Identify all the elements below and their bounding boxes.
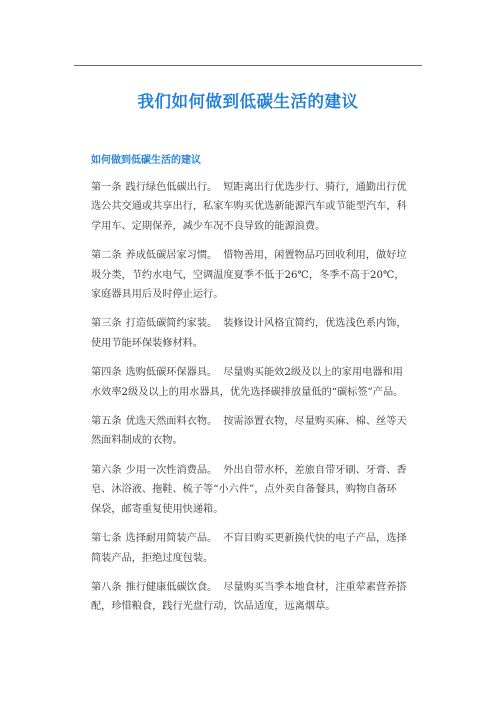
article-number: 第三条 [91,318,122,330]
article-body: 尽量购买能效2级及以上的家用电器和用水效率2级及以上的用水器具，优先选择碳排放量低的“碳标签”产品。 [91,367,404,398]
article-heading: 优选天然面料衣物。 [125,416,218,428]
article-body: 短距离出行优选步行、骑行，通勤出行优选公共交通或共享出行，私家车购买优选新能源汽车或节能型汽车，科学用车、定期保养，减少车况不良导致的能源浪费。 [91,182,407,232]
article-heading: 选购低碳环保器具。 [125,367,218,379]
article-body: 按需添置衣物，尽量购买麻、棉、丝等天然面料制成的衣物。 [91,416,407,447]
article-body: 装修设计风格宜简约，优选浅色系内饰，使用节能环保装修材料。 [91,318,407,349]
article-heading: 少用一次性消费品。 [125,464,218,476]
article-1 [91,178,407,236]
article-body: 外出自带水杯，差旅自带牙刷、牙膏、香皂、沐浴液、拖鞋、梳子等“小六件”，点外卖自备餐具，购物自备环保袋，邮寄重复使用快递箱。 [91,464,407,515]
article-body: 惜物善用，闲置物品巧回收利用，做好垃圾分类，节约水电气，空调温度夏季不低于26℃，冬季不高于20℃，家庭器具用后及时停止运行。 [91,250,407,301]
article-number: 第二条 [91,250,122,262]
article-heading: 践行绿色低碳出行。 [125,182,218,193]
article-number: 第六条 [91,464,122,476]
document-title: 我们如何做到低碳生活的建议 [137,92,359,111]
article-heading: 选择耐用简装产品。 [125,533,218,545]
article-6 [91,461,407,519]
section-subtitle: 如何做到低碳生活的建议 [91,155,201,166]
article-body: 不盲目购买更新换代快的电子产品，选择简装产品，拒绝过度包装。 [91,533,407,564]
article-number: 第七条 [91,533,122,545]
article-body: 尽量购买当季本地食材，注重荤素营养搭配，珍惜粮食，践行光盘行动，饮品适度，远离烟草。 [91,581,407,613]
article-8 [91,578,407,617]
article-number: 第四条 [91,367,122,379]
article-heading: 推行健康低碳饮食。 [125,581,218,593]
header-divider [74,65,422,66]
article-heading: 打造低碳简约家装。 [125,318,218,330]
article-number: 第一条 [91,182,122,193]
article-2 [91,246,407,304]
article-heading: 养成低碳居家习惯。 [125,250,218,262]
article-number: 第八条 [91,581,122,593]
article-number: 第五条 [91,416,122,428]
article-list [91,178,407,627]
article-4 [91,363,407,402]
article-5 [91,412,407,451]
article-7 [91,529,407,568]
article-3 [91,314,407,353]
